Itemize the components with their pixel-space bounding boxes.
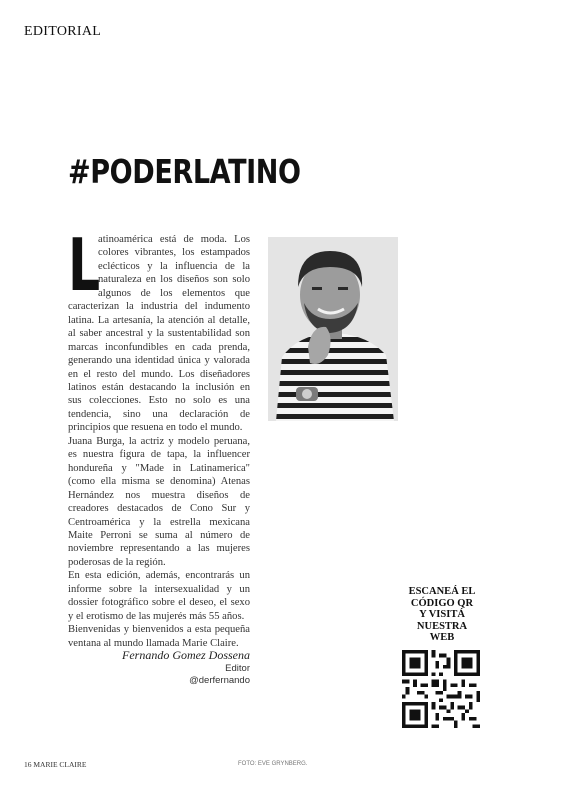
qr-text-line: WEB bbox=[429, 632, 455, 643]
editor-role: Editor bbox=[225, 663, 250, 674]
editor-handle: @derfernando bbox=[189, 675, 250, 686]
qr-code[interactable] bbox=[402, 650, 480, 728]
editor-name: Fernando Gomez Dossena bbox=[122, 648, 250, 662]
qr-text-line: Y VISITÁ bbox=[419, 609, 465, 620]
photo-credit: FOTO: EVE GRYNBERG. bbox=[238, 761, 308, 767]
section-label: EDITORIAL bbox=[24, 24, 102, 39]
qr-call-to-action bbox=[398, 586, 486, 644]
paragraph-4: Bienvenidas y bienvenidos a esta pequeña ventana al mundo llamada Marie Claire. bbox=[68, 624, 250, 649]
paragraph-3: En esta edición, además, encontrarás un informe sobre la intersexualidad y un dossier fotográfico sobre el deseo, el sexo y el erotismo de las mujerés más 55 años. bbox=[68, 570, 250, 622]
paragraph-2: Juana Burga, la actriz y modelo peruana, es nuestra figura de tapa, la influencer hondureña y "Made in Latinamerica" (como ella misma se denomina) Atenas Hernández nos muestra diseños de creadores destacados de Cono Sur y Centroamérica y la estrella mexicana Maite Perroni se suma al número de noviembre representando a las mujeres poderosas de la región. bbox=[68, 435, 250, 568]
paragraph-1-text: atinoamérica está de moda. Los colores vibrantes, los estampados eclécticos y la influencia de la naturaleza en los diseños son solo algunos de los elementos que caracterizan la industria del indumento latina. La artesanía, la atención al detalle, al saber ancestral y la sustentabilidad son marcas inconfundibles en cada prenda, generando una identidad única y valorada en el resto del mundo. Los diseñadores latinos están destacando la inclusión en sus colecciones. Esto no solo es una tendencia, sino una declaración de principios que resuena en todo el mundo. bbox=[68, 234, 250, 434]
paragraph-1 bbox=[68, 223, 250, 435]
qr-text-line: NUESTRA bbox=[416, 620, 468, 632]
portrait-illustration bbox=[268, 237, 398, 421]
qr-text-line: ESCANEÁ EL bbox=[408, 586, 476, 597]
editorial-body bbox=[68, 223, 250, 650]
editor-signature bbox=[100, 648, 250, 687]
drop-cap: L bbox=[68, 223, 101, 307]
qr-text-line: CÓDIGO QR bbox=[410, 597, 474, 609]
page-number-footer: 16 MARIE CLAIRE bbox=[24, 760, 87, 769]
editor-portrait-photo bbox=[268, 237, 398, 421]
page-title: #PODERLATINO bbox=[68, 152, 301, 191]
qr-code-icon bbox=[402, 650, 480, 728]
